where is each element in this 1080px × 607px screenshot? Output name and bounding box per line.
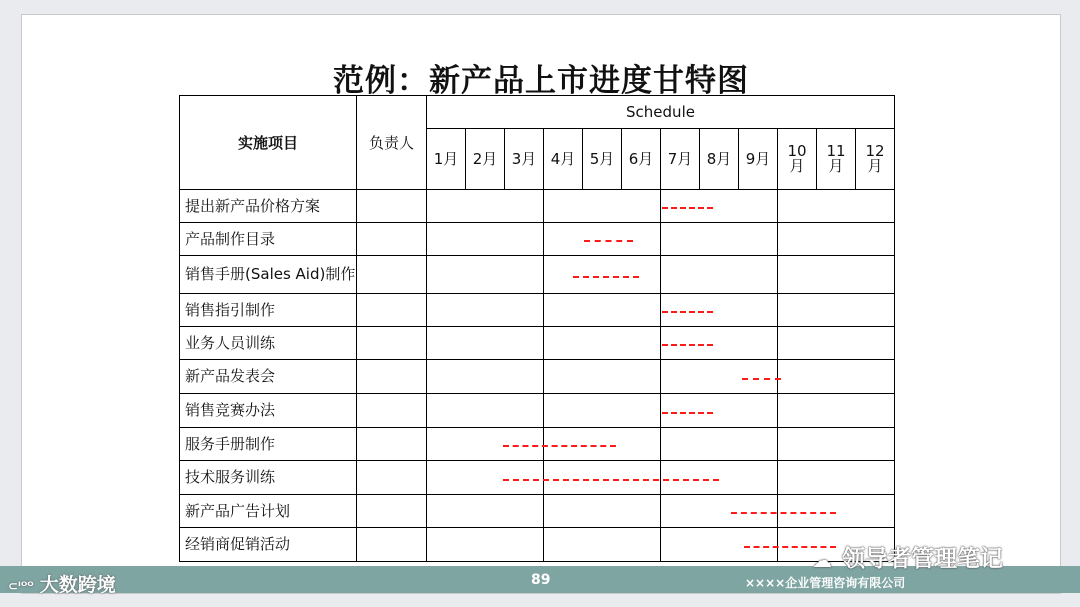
quarter-cell bbox=[544, 327, 661, 360]
quarter-cell bbox=[778, 190, 895, 223]
quarter-cell bbox=[427, 394, 544, 428]
quarter-cell bbox=[544, 394, 661, 428]
month-label: 7月 bbox=[667, 149, 693, 168]
header-item: 实施项目 bbox=[180, 96, 357, 190]
quarter-cell bbox=[661, 528, 778, 562]
quarter-cell bbox=[427, 327, 544, 360]
month-label: 12 bbox=[865, 142, 885, 160]
table-row bbox=[180, 327, 895, 360]
slide-title: 范例：新产品上市进度甘特图 bbox=[333, 63, 749, 99]
quarter-cell bbox=[661, 360, 778, 394]
task-name: 销售手册(Sales Aid)制作 bbox=[180, 256, 357, 294]
quarter-cell bbox=[427, 528, 544, 562]
month-header bbox=[856, 129, 895, 190]
quarter-cell bbox=[778, 360, 895, 394]
wechat-icon: ☁ bbox=[812, 547, 832, 572]
watermark-left bbox=[8, 570, 116, 597]
watermark-right-text: 领导者管理笔记 bbox=[842, 546, 1003, 572]
month-header bbox=[778, 129, 817, 190]
month-label: 月 bbox=[789, 157, 805, 175]
task-owner bbox=[357, 294, 427, 327]
task-name: 新产品广告计划 bbox=[180, 495, 357, 528]
task-owner bbox=[357, 495, 427, 528]
task-owner bbox=[357, 461, 427, 495]
task-owner bbox=[357, 327, 427, 360]
quarter-cell bbox=[427, 360, 544, 394]
header-schedule: Schedule bbox=[427, 96, 895, 129]
quarter-cell bbox=[778, 294, 895, 327]
month-label: 9月 bbox=[745, 149, 771, 168]
month-header bbox=[622, 129, 661, 190]
task-name: 产品制作目录 bbox=[180, 223, 357, 256]
quarter-cell bbox=[661, 461, 778, 495]
month-label: 月 bbox=[867, 157, 883, 175]
watermark-left-text: 大数跨境 bbox=[39, 574, 116, 596]
task-owner bbox=[357, 223, 427, 256]
quarter-cell bbox=[661, 495, 778, 528]
brand-logo-icon: ⊂ᴵᴼᴼ bbox=[8, 578, 34, 593]
task-name: 销售指引制作 bbox=[180, 294, 357, 327]
quarter-cell bbox=[661, 394, 778, 428]
quarter-cell bbox=[544, 190, 661, 223]
month-label: 5月 bbox=[589, 149, 615, 168]
quarter-cell bbox=[544, 528, 661, 562]
table-row bbox=[180, 360, 895, 394]
month-header bbox=[505, 129, 544, 190]
month-header bbox=[466, 129, 505, 190]
task-name: 经销商促销活动 bbox=[180, 528, 357, 562]
task-owner bbox=[357, 428, 427, 461]
table-row bbox=[180, 428, 895, 461]
quarter-cell bbox=[544, 256, 661, 294]
task-name: 新产品发表会 bbox=[180, 360, 357, 394]
month-label: 2月 bbox=[472, 149, 498, 168]
quarter-cell bbox=[427, 223, 544, 256]
quarter-cell bbox=[661, 190, 778, 223]
quarter-cell bbox=[544, 223, 661, 256]
quarter-cell bbox=[661, 294, 778, 327]
table-row bbox=[180, 528, 895, 562]
table-row bbox=[180, 256, 895, 294]
month-header bbox=[739, 129, 778, 190]
month-label: 1月 bbox=[433, 149, 459, 168]
quarter-cell bbox=[427, 294, 544, 327]
watermark-right bbox=[812, 540, 1003, 573]
page-number: 89 bbox=[531, 572, 551, 588]
quarter-cell bbox=[661, 223, 778, 256]
quarter-cell bbox=[661, 428, 778, 461]
quarter-cell bbox=[778, 495, 895, 528]
quarter-cell bbox=[427, 256, 544, 294]
quarter-cell bbox=[427, 461, 544, 495]
table-row bbox=[180, 223, 895, 256]
table-row bbox=[180, 394, 895, 428]
task-name: 服务手册制作 bbox=[180, 428, 357, 461]
quarter-cell bbox=[427, 495, 544, 528]
quarter-cell bbox=[544, 495, 661, 528]
header-owner: 负责人 bbox=[357, 96, 427, 190]
task-owner bbox=[357, 256, 427, 294]
quarter-cell bbox=[661, 256, 778, 294]
quarter-cell bbox=[544, 360, 661, 394]
task-name: 销售竞赛办法 bbox=[180, 394, 357, 428]
table-row bbox=[180, 495, 895, 528]
month-label: 4月 bbox=[550, 149, 576, 168]
gantt-table bbox=[179, 95, 895, 562]
quarter-cell bbox=[778, 256, 895, 294]
task-name: 技术服务训练 bbox=[180, 461, 357, 495]
task-name: 提出新产品价格方案 bbox=[180, 190, 357, 223]
quarter-cell bbox=[544, 428, 661, 461]
quarter-cell bbox=[778, 461, 895, 495]
quarter-cell bbox=[778, 394, 895, 428]
month-header bbox=[427, 129, 466, 190]
quarter-cell bbox=[778, 327, 895, 360]
quarter-cell bbox=[427, 190, 544, 223]
table-row bbox=[180, 294, 895, 327]
month-label: 10 bbox=[787, 142, 807, 160]
task-name: 业务人员训练 bbox=[180, 327, 357, 360]
month-header bbox=[700, 129, 739, 190]
quarter-cell bbox=[778, 223, 895, 256]
task-owner bbox=[357, 528, 427, 562]
company-name: ××××企业管理咨询有限公司 bbox=[745, 576, 906, 590]
month-label: 11 bbox=[826, 142, 846, 160]
quarter-cell bbox=[427, 428, 544, 461]
month-header bbox=[544, 129, 583, 190]
month-header bbox=[817, 129, 856, 190]
month-label: 8月 bbox=[706, 149, 732, 168]
month-header bbox=[661, 129, 700, 190]
quarter-cell bbox=[544, 461, 661, 495]
month-label: 月 bbox=[828, 157, 844, 175]
task-owner bbox=[357, 360, 427, 394]
table-row bbox=[180, 461, 895, 495]
quarter-cell bbox=[661, 327, 778, 360]
month-label: 3月 bbox=[511, 149, 537, 168]
task-owner bbox=[357, 190, 427, 223]
quarter-cell bbox=[778, 428, 895, 461]
quarter-cell bbox=[544, 294, 661, 327]
month-label: 6月 bbox=[628, 149, 654, 168]
month-header bbox=[583, 129, 622, 190]
task-owner bbox=[357, 394, 427, 428]
table-row bbox=[180, 190, 895, 223]
